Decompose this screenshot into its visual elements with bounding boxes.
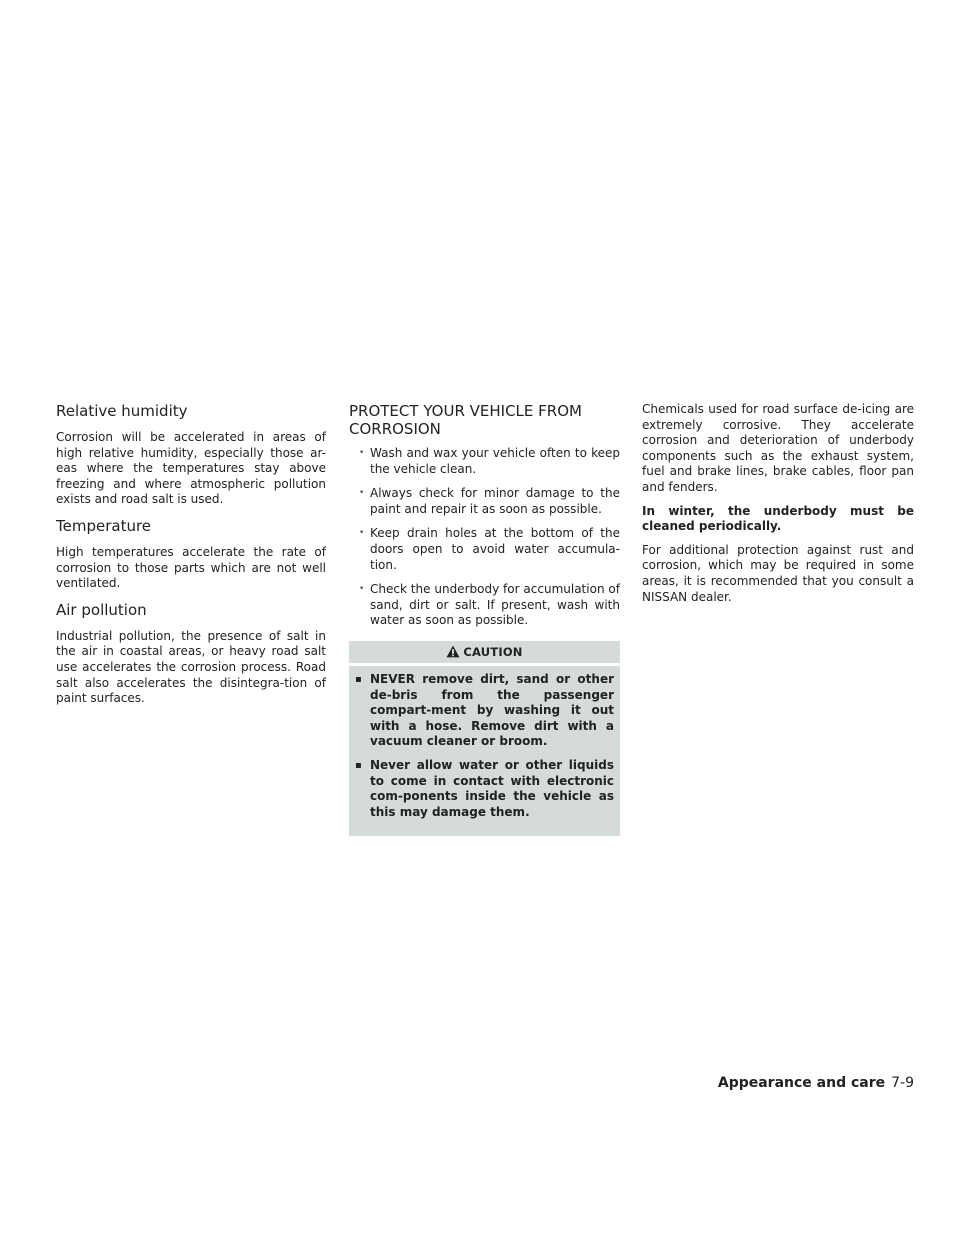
list-item: ▪ NEVER remove dirt, sand or other de-bris from the passenger compart-ment by washing it out with a hose. Remove dirt with a vacuum cleaner or broom. bbox=[355, 672, 614, 750]
paragraph-additional-protection: For additional protection against rust and corrosion, which may be required in some areas, it is recommended that you consult a NISSAN dealer. bbox=[642, 542, 914, 604]
footer-section-title: Appearance and care bbox=[717, 1075, 886, 1091]
caution-list bbox=[349, 666, 620, 820]
caution-header bbox=[349, 641, 620, 666]
list-item: • Wash and wax your vehicle often to keep the vehicle clean. bbox=[349, 446, 620, 477]
caution-box bbox=[349, 641, 620, 836]
paragraph-air-pollution: Industrial pollution, the presence of salt in the air in coastal areas, or heavy road salt use accelerates the corrosion process. Road salt also accelerates the disintegra-tion of paint surfaces. bbox=[56, 628, 326, 706]
page-number: 7-9 bbox=[891, 1075, 914, 1091]
paragraph-winter-underbody: In winter, the underbody must be cleaned periodically. bbox=[642, 503, 914, 534]
list-item: ▪ Never allow water or other liquids to come in contact with electronic com-ponents inside the vehicle as this may damage them. bbox=[355, 758, 614, 820]
heading-temperature: Temperature bbox=[56, 516, 152, 535]
list-item: • Keep drain holes at the bottom of the doors open to avoid water accumula-tion. bbox=[349, 526, 620, 573]
protection-tips-list bbox=[349, 446, 620, 629]
heading-relative-humidity: Relative humidity bbox=[56, 402, 188, 420]
column-middle bbox=[349, 402, 620, 836]
heading-air-pollution: Air pollution bbox=[56, 600, 147, 619]
paragraph-relative-humidity: Corrosion will be accelerated in areas of high relative humidity, especially those ar-eas where the temperatures stay above freezing and where atmospheric pollution exists and road salt is used. bbox=[56, 430, 326, 507]
warning-triangle-icon bbox=[446, 645, 460, 658]
list-item: • Check the underbody for accumulation of sand, dirt or salt. If present, wash with water as soon as possible. bbox=[349, 582, 620, 629]
caution-title: CAUTION bbox=[463, 644, 523, 659]
paragraph-temperature: High temperatures accelerate the rate of corrosion to those parts which are not well ventilated. bbox=[56, 544, 326, 591]
column-right bbox=[642, 402, 914, 613]
page-footer bbox=[718, 1074, 914, 1092]
heading-protect-vehicle: PROTECT YOUR VEHICLE FROM CORROSION bbox=[349, 402, 582, 438]
column-left bbox=[56, 402, 326, 715]
paragraph-chemicals: Chemicals used for road surface de-icing are extremely corrosive. They accelerate corrosion and deterioration of underbody components such as the exhaust system, fuel and brake lines, brake cables, floor pan and fenders. bbox=[642, 402, 914, 494]
list-item: • Always check for minor damage to the paint and repair it as soon as possible. bbox=[349, 486, 620, 517]
